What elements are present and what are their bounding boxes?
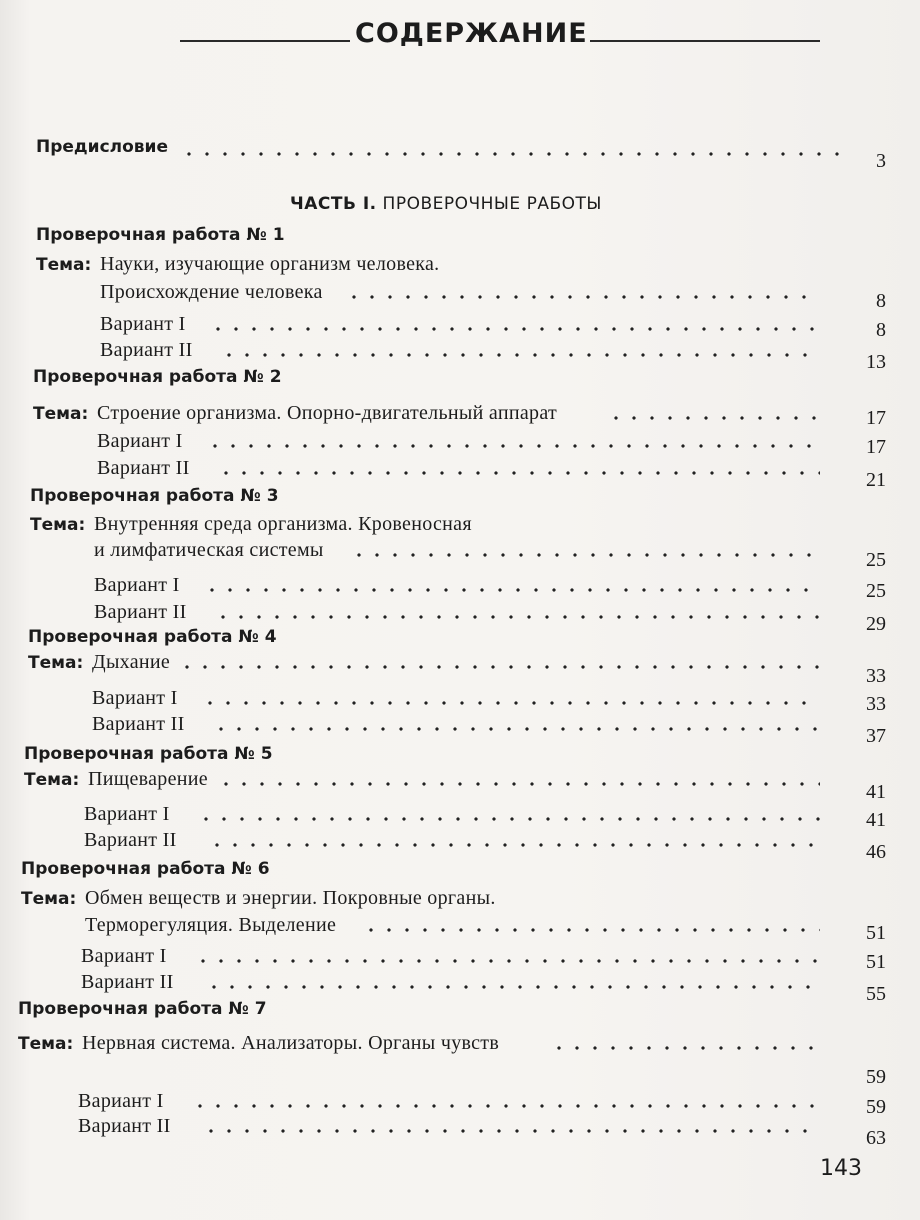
topic-page: 59: [866, 1066, 886, 1088]
variant-page: 8: [876, 319, 886, 341]
topic-line: Нервная система. Анализаторы. Органы чувств: [82, 1032, 500, 1054]
tema-label: Тема:: [18, 1034, 74, 1054]
page-number: 143: [820, 1156, 862, 1181]
variant-label: Вариант II: [81, 971, 174, 993]
variant-label: Вариант I: [78, 1090, 164, 1112]
variant-label: Вариант II: [94, 601, 187, 623]
part-name: ПРОВЕРОЧНЫЕ РАБОТЫ: [382, 194, 602, 214]
variant-leader-dots: [201, 701, 820, 705]
work-heading: Проверочная работа № 2: [33, 367, 282, 387]
variant-leader-dots: [217, 471, 820, 475]
topic-line: Происхождение человека: [100, 281, 323, 303]
variant-leader-dots: [212, 727, 820, 731]
variant-page: 33: [866, 693, 886, 715]
topic-line: Обмен веществ и энергии. Покровные органы.: [85, 887, 496, 909]
variant-label: Вариант I: [81, 945, 167, 967]
tema-label: Тема:: [21, 889, 77, 909]
variant-label: Вариант I: [97, 430, 183, 452]
topic-leader-dots: [350, 553, 820, 557]
variant-label: Вариант I: [100, 313, 186, 335]
variant-leader-dots: [209, 327, 820, 331]
topic-leader-dots: [362, 928, 820, 932]
variant-label: Вариант II: [92, 713, 185, 735]
variant-page: 51: [866, 951, 886, 973]
title-rule-left: [180, 40, 350, 42]
variant-label: Вариант I: [92, 687, 178, 709]
variant-leader-dots: [202, 1129, 820, 1133]
variant-label: Вариант II: [84, 829, 177, 851]
topic-line: Дыхание: [92, 651, 171, 673]
topic-leader-dots: [345, 295, 820, 299]
topic-leader-dots: [607, 416, 820, 420]
variant-page: 13: [866, 351, 886, 373]
variant-label: Вариант I: [94, 574, 180, 596]
topic-page: 17: [866, 407, 886, 429]
topic-page: 8: [876, 290, 886, 312]
variant-leader-dots: [194, 959, 820, 963]
variant-page: 41: [866, 809, 886, 831]
variant-leader-dots: [206, 444, 820, 448]
variant-page: 29: [866, 613, 886, 635]
variant-leader-dots: [220, 353, 820, 357]
tema-label: Тема:: [36, 255, 92, 275]
work-heading: Проверочная работа № 5: [24, 744, 273, 764]
work-heading: Проверочная работа № 7: [18, 999, 267, 1019]
work-heading: Проверочная работа № 6: [21, 859, 270, 879]
topic-line: Науки, изучающие организм человека.: [100, 253, 440, 275]
variant-page: 46: [866, 841, 886, 863]
tema-label: Тема:: [33, 404, 89, 424]
topic-line: Строение организма. Опорно-двигательный аппарат: [97, 402, 558, 424]
variant-label: Вариант II: [78, 1115, 171, 1137]
part-prefix: ЧАСТЬ I.: [290, 194, 377, 214]
topic-leader-dots: [550, 1046, 820, 1050]
topic-page: 25: [866, 549, 886, 571]
work-heading: Проверочная работа № 1: [36, 225, 285, 245]
topic-line: Терморегуляция. Выделение: [85, 914, 337, 936]
variant-label: Вариант II: [97, 457, 190, 479]
preface-leader-dots: [180, 152, 840, 156]
title-block: [180, 18, 820, 58]
topic-page: 51: [866, 922, 886, 944]
topic-line: Пищеварение: [88, 768, 208, 790]
tema-label: Тема:: [24, 770, 80, 790]
page-title: СОДЕРЖАНИЕ: [355, 18, 588, 49]
work-heading: Проверочная работа № 4: [28, 627, 277, 647]
topic-line: и лимфатическая системы: [94, 539, 324, 561]
variant-page: 21: [866, 469, 886, 491]
variant-label: Вариант II: [100, 339, 193, 361]
variant-page: 17: [866, 436, 886, 458]
variant-page: 25: [866, 580, 886, 602]
topic-leader-dots: [178, 665, 820, 669]
topic-page: 41: [866, 781, 886, 803]
variant-leader-dots: [208, 843, 820, 847]
tema-label: Тема:: [30, 515, 86, 535]
variant-leader-dots: [197, 817, 820, 821]
variant-page: 59: [866, 1096, 886, 1118]
title-rule-right: [590, 40, 820, 42]
variant-leader-dots: [205, 985, 820, 989]
variant-leader-dots: [191, 1104, 820, 1108]
variant-leader-dots: [214, 615, 820, 619]
topic-line: Внутренняя среда организма. Кровеносная: [94, 513, 472, 535]
variant-page: 63: [866, 1127, 886, 1149]
variant-page: 37: [866, 725, 886, 747]
preface-label: Предисловие: [36, 137, 168, 157]
variant-label: Вариант I: [84, 803, 170, 825]
variant-page: 55: [866, 983, 886, 1005]
work-heading: Проверочная работа № 3: [30, 486, 279, 506]
topic-page: 33: [866, 665, 886, 687]
preface-page: 3: [876, 150, 886, 172]
tema-label: Тема:: [28, 653, 84, 673]
variant-leader-dots: [203, 588, 820, 592]
topic-leader-dots: [217, 782, 820, 786]
part-heading: [290, 194, 602, 214]
